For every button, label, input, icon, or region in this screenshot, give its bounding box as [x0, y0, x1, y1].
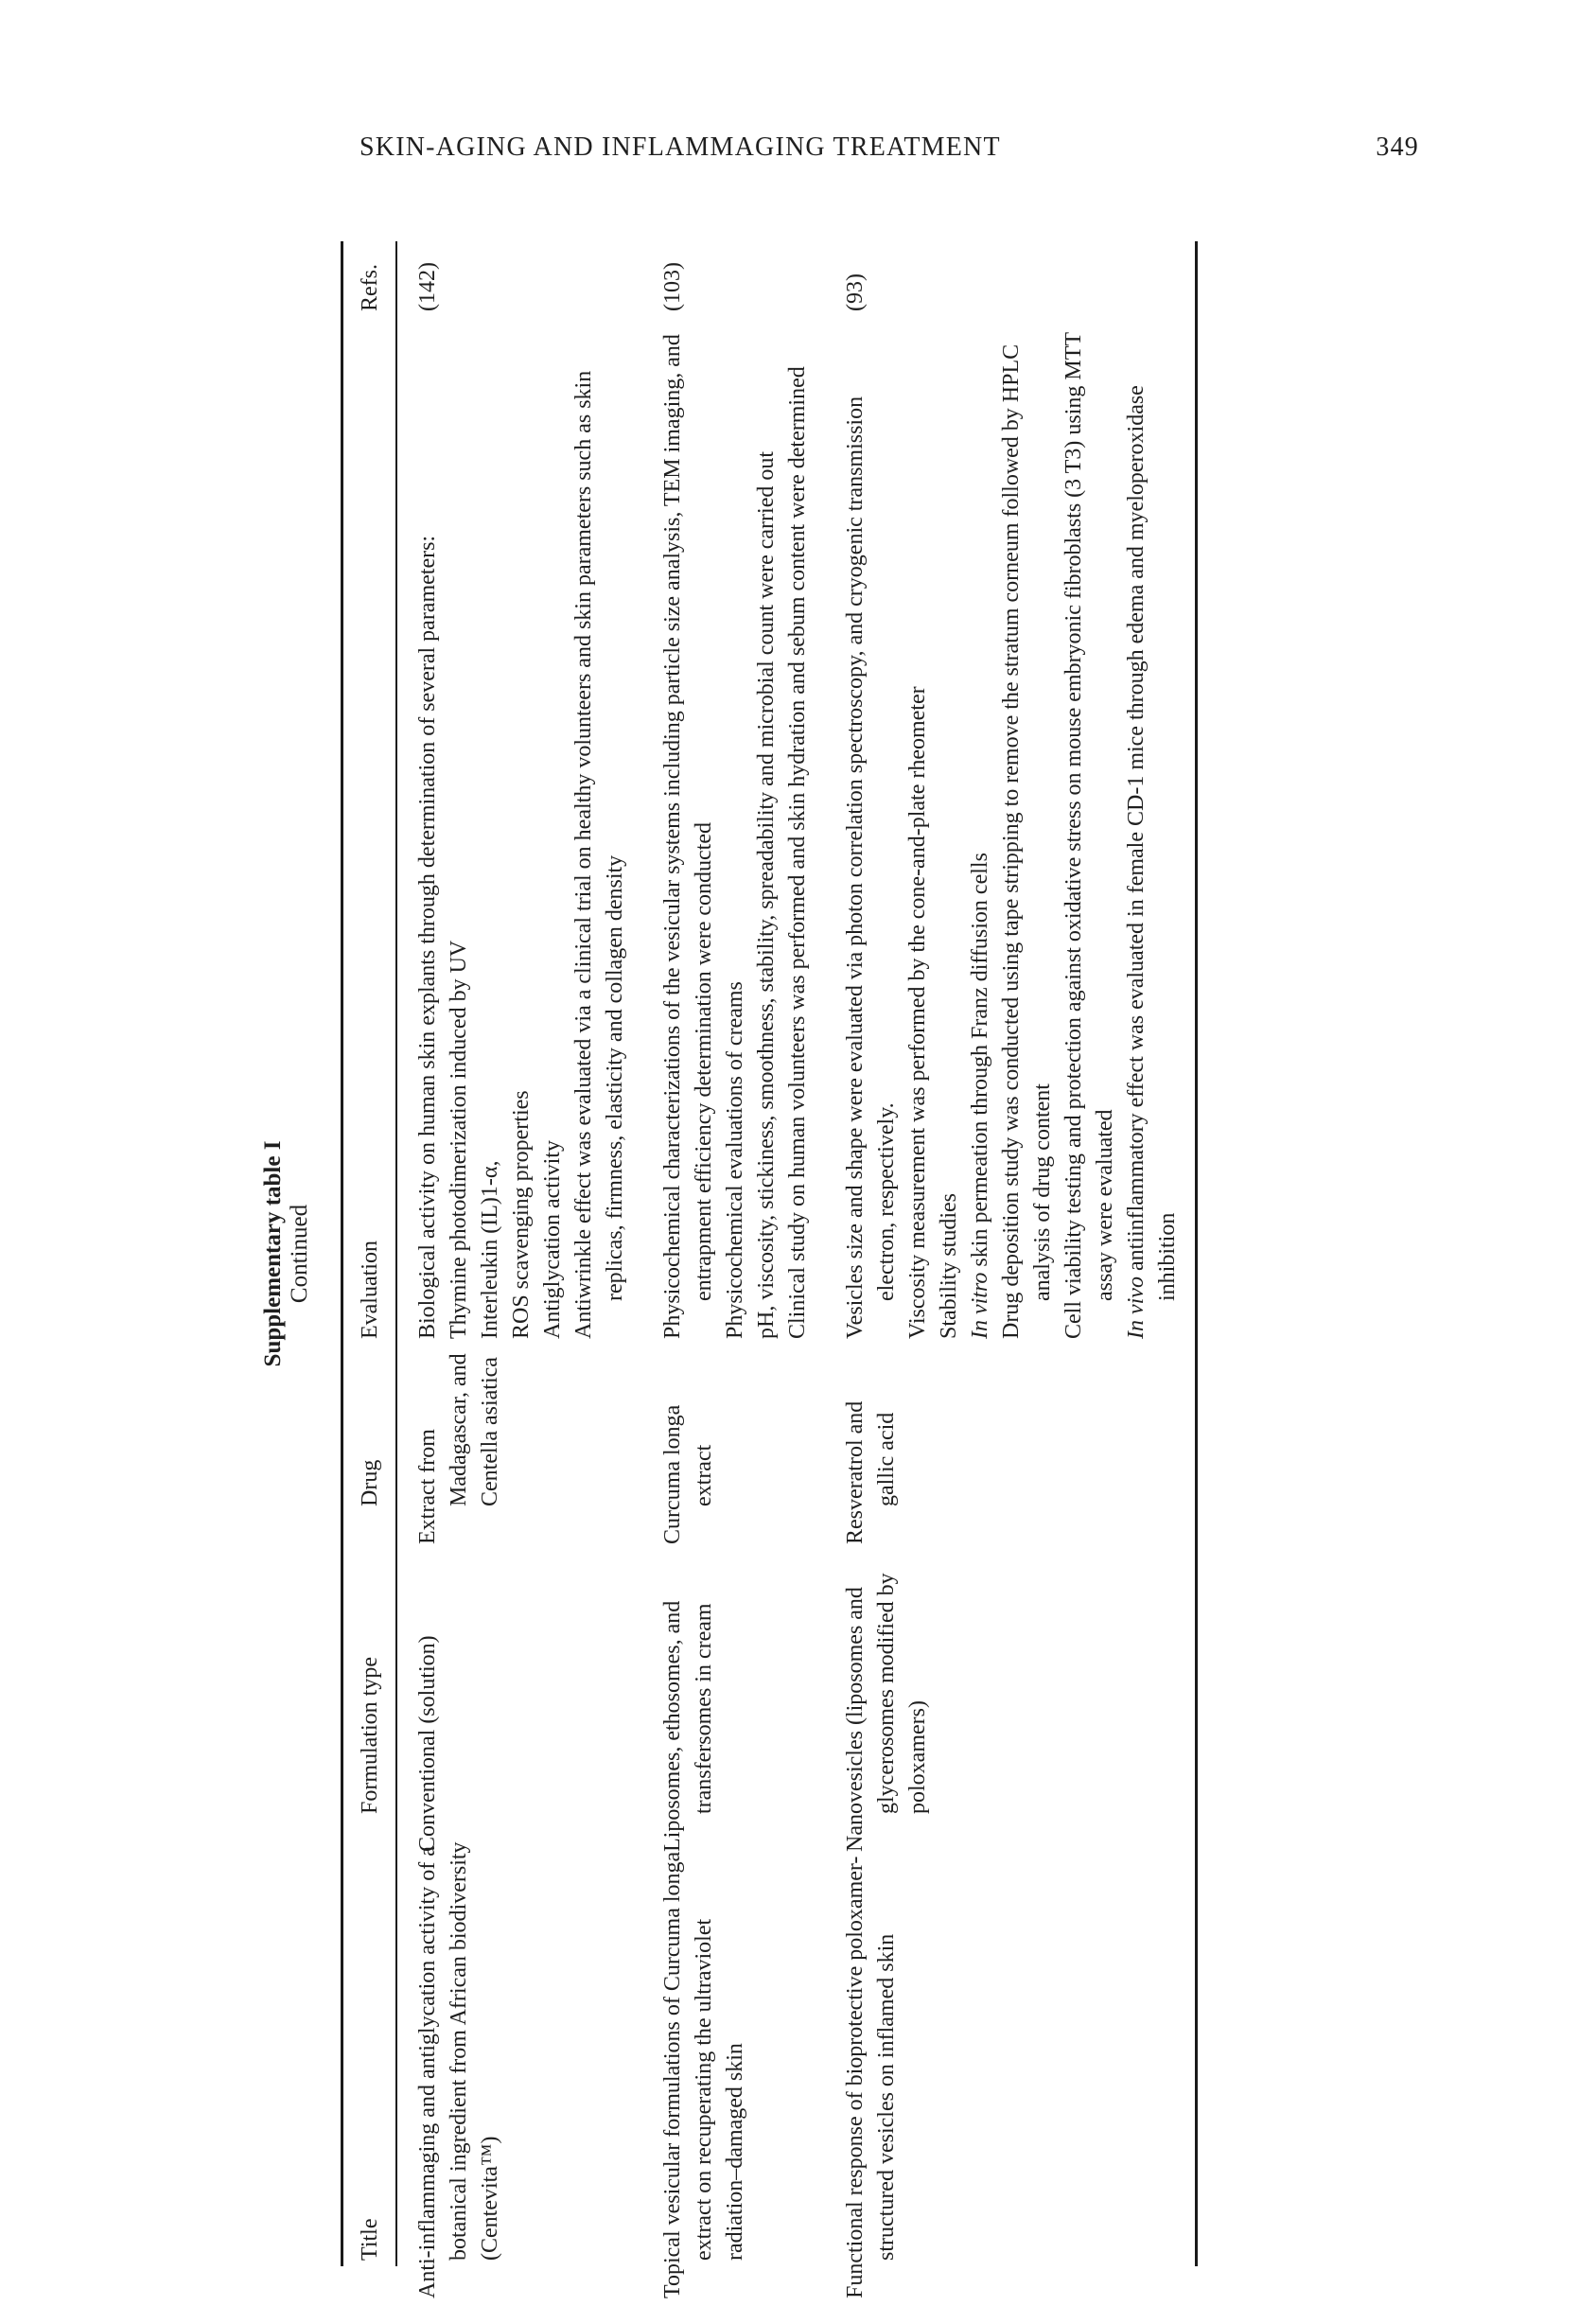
header-formulation: Formulation type — [358, 1657, 382, 1814]
cell-refs: (103) — [659, 262, 685, 311]
cell-refs: (93) — [842, 273, 868, 311]
evaluation-item: pH, viscosity, stickiness, smoothness, stability, spreadability and microbial count were carried out — [753, 450, 779, 1339]
evaluation-prefix: In vitro — [967, 1272, 992, 1339]
page-number: 349 — [1376, 132, 1419, 162]
header-drug: Drug — [358, 1459, 382, 1506]
cell-evaluation — [397, 317, 642, 1345]
rotated-table-content — [260, 241, 1377, 2298]
evaluation-item: Physicochemical evaluations of creams — [722, 981, 747, 1339]
evaluation-prefix: In vivo — [1123, 1276, 1149, 1339]
bottom-rule — [1195, 241, 1198, 2266]
cell-formulation: Nanovesicles (liposomes and glycerosomes modified by poloxamers) — [842, 1573, 930, 1852]
rotated-table-block — [260, 241, 1377, 2298]
cell-title: Anti-inflammaging and antiglycation activity of a botanical ingredient from African biodiversity (Centevita™) — [414, 1841, 502, 2298]
evaluation-item: Stability studies — [936, 1192, 961, 1339]
evaluation-text: antiinflammatory effect was evaluated in female CD-1 mice through edema and myeloperoxidase inhibition — [1123, 385, 1180, 1301]
evaluation-item: Antiwrinkle effect was evaluated via a clinical trial on healthy volunteers and skin parameters such as skin replicas, firmness, elasticity and collagen density — [570, 370, 627, 1339]
header-evaluation: Evaluation — [358, 1241, 382, 1339]
data-table — [343, 241, 1195, 2298]
table-row — [397, 241, 642, 2266]
caption-subtitle: Continued — [287, 1204, 312, 1304]
running-head — [360, 132, 1419, 170]
cell-drug: Curcuma longa extract — [659, 1404, 716, 1544]
cell-formulation: Liposomes, ethosomes, and transfersomes in cream — [659, 1600, 716, 1852]
supplementary-table — [341, 241, 1198, 2298]
evaluation-text: skin permeation through Franz diffusion cells — [967, 853, 992, 1273]
header-title: Title — [358, 2218, 382, 2261]
cell-title: Topical vesicular formulations of Curcuma longa extract on recuperating the ultraviolet radiation–damaged skin — [659, 1851, 747, 2298]
evaluation-item: ROS scavenging properties — [508, 1090, 534, 1339]
evaluation-item — [965, 323, 996, 1339]
evaluation-item: Biological activity on human skin explants through determination of several parameters: — [414, 535, 440, 1339]
cell-title: Functional response of bioprotective poloxamer-structured vesicles on inflamed skin — [842, 1856, 899, 2298]
header-refs: Refs. — [358, 264, 382, 311]
evaluation-item: Viscosity measurement was performed by the cone-and-plate rheometer — [904, 686, 930, 1339]
evaluation-item: Vesicles size and shape were evaluated via photon correlation spectroscopy, and cryogenic transmission electron, respectively. — [842, 396, 899, 1339]
cell-evaluation — [642, 317, 825, 1345]
evaluation-item: Physicochemical characterizations of the vesicular systems including particle size analysis, TEM imaging, and entrapment efficiency determination were conducted — [659, 334, 716, 1339]
table-caption — [260, 241, 313, 2266]
header-row — [343, 241, 395, 2266]
cell-drug: Extract from Madagascar, and Centella asiatica — [414, 1353, 502, 1544]
evaluation-item: Drug deposition study was conducted using tape stripping to remove the stratum corneum followed by HPLC analysis of drug content — [998, 343, 1055, 1339]
evaluation-item: Clinical study on human volunteers was performed and skin hydration and sebum content were determined — [784, 366, 810, 1339]
cell-evaluation — [825, 317, 1195, 1345]
table-row — [825, 241, 1195, 2266]
running-head-title: SKIN-AGING AND INFLAMMAGING TREATMENT — [360, 132, 1001, 162]
cell-formulation: Conventional (solution) — [414, 1635, 440, 1852]
evaluation-item: Antiglycation activity — [539, 1140, 565, 1339]
cell-drug: Resveratrol and gallic acid — [842, 1400, 899, 1544]
evaluation-item: Cell viability testing and protection against oxidative stress on mouse embryonic fibroblasts (3 T3) using MTT assay were evaluated — [1061, 332, 1117, 1339]
caption-title: Supplementary table I — [260, 1140, 286, 1367]
evaluation-item: Interleukin (IL)1-α, — [477, 1160, 502, 1339]
cell-refs: (142) — [414, 262, 440, 311]
evaluation-item: Thymine photodimerization induced by UV — [446, 940, 471, 1339]
table-row — [642, 241, 825, 2266]
evaluation-item — [1121, 323, 1184, 1339]
